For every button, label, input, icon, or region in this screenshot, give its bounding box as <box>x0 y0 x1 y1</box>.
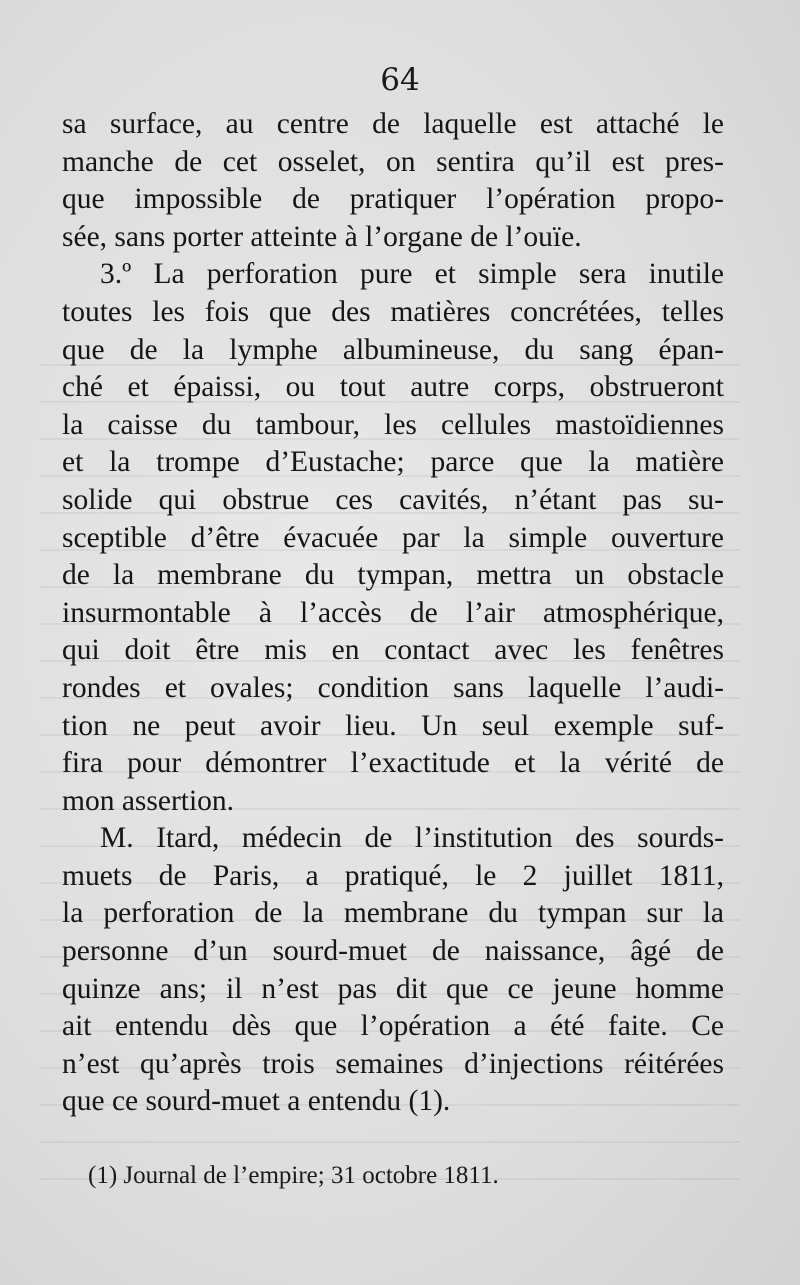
text-line: qui doit être mis en contact avec les fenêtres <box>62 634 724 667</box>
text-line: la perforation de la membrane du tympan sur la <box>62 897 724 930</box>
text-line: que impossible de pratiquer l’opération propo- <box>62 183 724 216</box>
text-line: de la membrane du tympan, mettra un obstacle <box>62 559 724 592</box>
text-line: quinze ans; il n’est pas dit que ce jeune homme <box>62 972 724 1005</box>
text-line: la caisse du tambour, les cellules mastoïdiennes <box>62 408 724 441</box>
text-line: solide qui obstrue ces cavités, n’étant pas su- <box>62 483 724 516</box>
text-line: sceptible d’être évacuée par la simple ouverture <box>62 521 724 554</box>
page-number: 64 <box>380 62 420 98</box>
text-line: sée, sans porter atteinte à l’organe de l’ouïe. <box>62 220 582 253</box>
text-line: personne d’un sourd-muet de naissance, âgé de <box>62 935 724 968</box>
text-line: muets de Paris, a pratiqué, le 2 juillet 1811, <box>62 859 724 892</box>
text-line: M. Itard, médecin de l’institution des sourds- <box>100 822 724 855</box>
text-line: et la trompe d’Eustache; parce que la matière <box>62 446 724 479</box>
text-line: ché et épaissi, ou tout autre corps, obstrueront <box>62 371 724 404</box>
text-line: fira pour démontrer l’exactitude et la vérité de <box>62 747 724 780</box>
text-line: mon assertion. <box>62 784 235 817</box>
text-line: ait entendu dès que l’opération a été faite. Ce <box>62 1010 724 1043</box>
footnote: (1) Journal de l’empire; 31 octobre 1811. <box>88 1162 499 1189</box>
text-line: 3.º La perforation pure et simple sera inutile <box>100 258 724 291</box>
text-line: n’est qu’après trois semaines d’injections réitérées <box>62 1047 724 1080</box>
text-line: que ce sourd-muet a entendu (1). <box>62 1085 451 1118</box>
text-line: insurmontable à l’accès de l’air atmosphérique, <box>62 596 724 629</box>
text-line: que de la lymphe albumineuse, du sang épan- <box>62 333 724 366</box>
text-line: manche de cet osselet, on sentira qu’il est pres- <box>62 145 724 178</box>
body-text <box>62 106 724 1121</box>
text-line: toutes les fois que des matières concrétées, telles <box>62 295 724 328</box>
text-line: tion ne peut avoir lieu. Un seul exemple suf- <box>62 709 724 742</box>
text-line: rondes et ovales; condition sans laquelle l’audi- <box>62 671 724 704</box>
text-line: sa surface, au centre de laquelle est attaché le <box>62 108 724 140</box>
